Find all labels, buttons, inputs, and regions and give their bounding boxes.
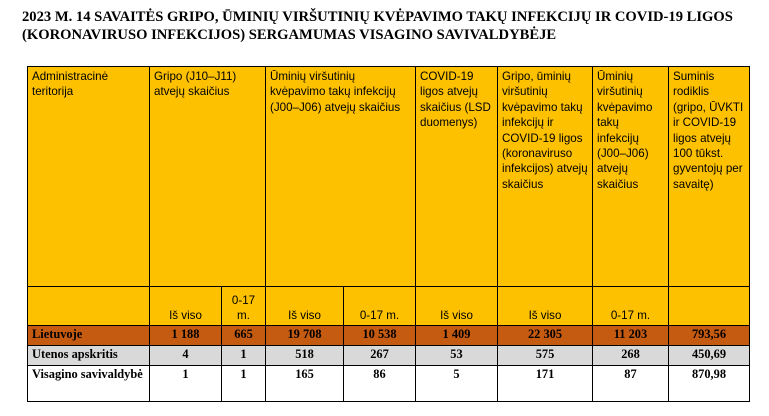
- cell: 268: [593, 346, 669, 366]
- table-row: [28, 346, 750, 366]
- subheader-flu-children: 0-17 m.: [222, 287, 266, 326]
- cell: 86: [344, 366, 416, 402]
- subheader-empty: [28, 287, 150, 326]
- cell: 793,56: [669, 326, 750, 346]
- cell: 870,98: [669, 366, 750, 402]
- cell: 450,69: [669, 346, 750, 366]
- header-uvkti-children: Ūminių viršutinių kvėpavimo takų infekcijų (J00–J06) atvejų skaičius: [593, 67, 669, 287]
- cell: 165: [266, 366, 344, 402]
- header-total-rate: Suminis rodiklis (gripo, ŪVKTI ir COVID-19 ligos atvejų 100 tūkst. gyventojų per savaitę): [669, 67, 750, 287]
- page-title: [22, 8, 762, 44]
- cell: 1 188: [150, 326, 222, 346]
- cell: 53: [416, 346, 498, 366]
- title-line-1: 2023 M. 14 SAVAITĖS GRIPO, ŪMINIŲ VIRŠUTINIŲ KVĖPAVIMO TAKŲ INFEKCIJŲ IR COVID-19 LIGOS: [22, 9, 733, 25]
- cell: 171: [498, 366, 593, 402]
- subheader-uvkti-total: Iš viso: [266, 287, 344, 326]
- subheader-sum-total: Iš viso: [498, 287, 593, 326]
- table-row: [28, 366, 750, 402]
- cell: 1 409: [416, 326, 498, 346]
- cell: 87: [593, 366, 669, 402]
- cell: 1: [222, 366, 266, 402]
- row-name: Utenos apskritis: [28, 346, 150, 366]
- row-name: Lietuvoje: [28, 326, 150, 346]
- cell: 19 708: [266, 326, 344, 346]
- cell: 518: [266, 346, 344, 366]
- cell: 665: [222, 326, 266, 346]
- cell: 5: [416, 366, 498, 402]
- subheader-rate-empty: [669, 287, 750, 326]
- cell: 10 538: [344, 326, 416, 346]
- subheader-uvkti-children: 0-17 m.: [344, 287, 416, 326]
- subheader-flu-total: Iš viso: [150, 287, 222, 326]
- header-covid: COVID-19 ligos atvejų skaičius (LSD duomenys): [416, 67, 498, 287]
- row-name: Visagino savivaldybė: [28, 366, 150, 402]
- cell: 575: [498, 346, 593, 366]
- header-flu: Gripo (J10–J11) atvejų skaičius: [150, 67, 266, 287]
- header-row: [28, 67, 750, 287]
- header-territory: Administracinė teritorija: [28, 67, 150, 287]
- subheader-covid-total: Iš viso: [416, 287, 498, 326]
- cell: 267: [344, 346, 416, 366]
- incidence-table: [27, 66, 750, 402]
- cell: 1: [150, 366, 222, 402]
- cell: 1: [222, 346, 266, 366]
- cell: 22 305: [498, 326, 593, 346]
- cell: 4: [150, 346, 222, 366]
- table-row: [28, 326, 750, 346]
- header-total-cases: Gripo, ūminių viršutinių kvėpavimo takų infekcijų ir COVID-19 ligos (koronaviruso infekcijos) atvejų skaičius: [498, 67, 593, 287]
- header-uvkti: Ūminių viršutinių kvėpavimo takų infekcijų (J00–J06) atvejų skaičius: [266, 67, 416, 287]
- cell: 11 203: [593, 326, 669, 346]
- subheader-row: [28, 287, 750, 326]
- title-line-2: (KORONAVIRUSO INFEKCIJOS) SERGAMUMAS VISAGINO SAVIVALDYBĖJE: [22, 27, 557, 43]
- subheader-uvkti-children-2: 0-17 m.: [593, 287, 669, 326]
